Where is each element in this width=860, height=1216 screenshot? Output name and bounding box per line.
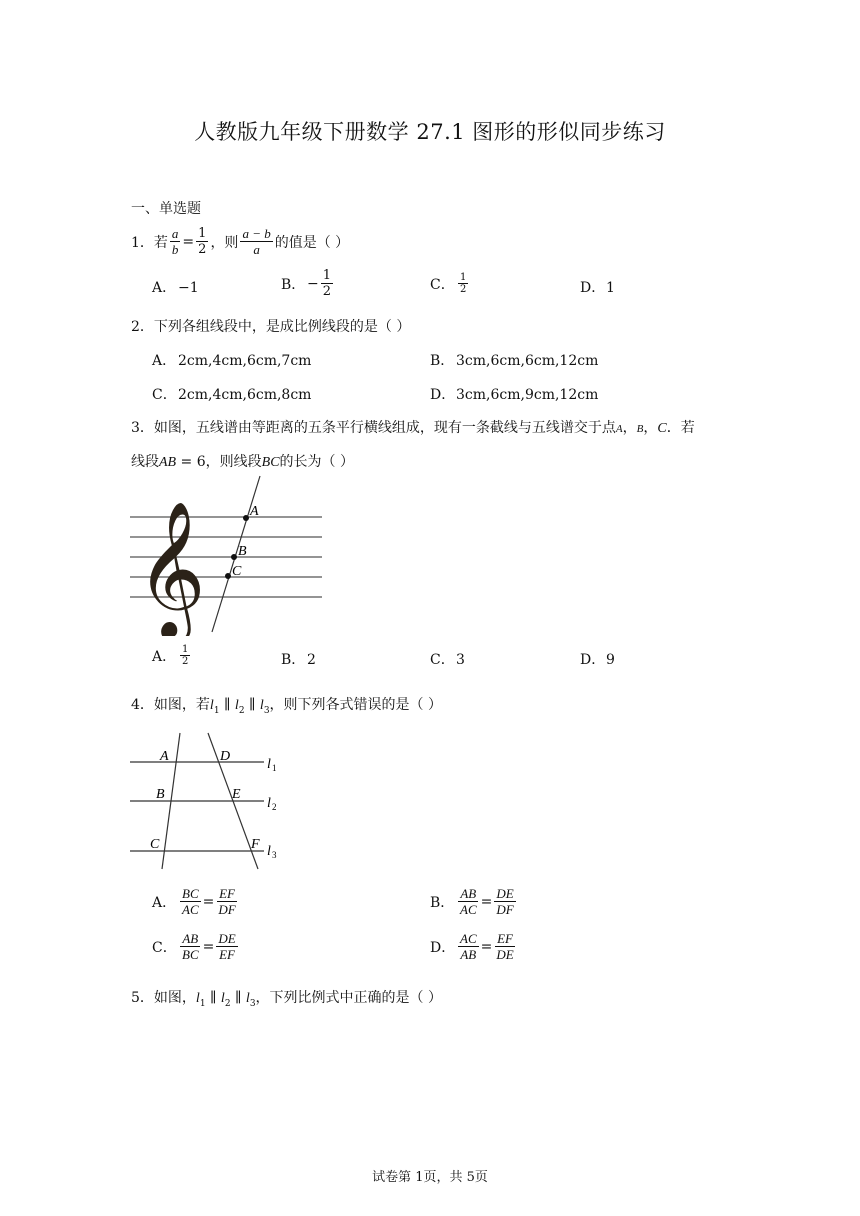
- q1-text-b: ，则: [210, 234, 239, 251]
- q4-option-a[interactable]: A． $\frac{BC}{AC}$ = $\frac{EF}{DF}$: [152, 886, 236, 917]
- label-l2-sub: 2: [272, 802, 277, 812]
- label-b: B: [156, 787, 165, 802]
- label-l3: l: [267, 844, 271, 859]
- question-5: 5．如图，$l_1$ ∥ $l_2$ ∥ $l_3$，下列比例式中正确的是（ ）: [131, 990, 442, 1009]
- label-l1-sub: 1: [272, 763, 277, 773]
- q1-text-c: 的值是（ ）: [274, 234, 350, 251]
- point-b-dot: [231, 554, 237, 560]
- label-a: A: [160, 749, 169, 764]
- q1-option-b[interactable]: B． − $\frac{1}{2}$: [281, 268, 332, 299]
- q3-option-d[interactable]: D．9: [580, 652, 615, 668]
- label-b: B: [238, 544, 247, 559]
- q3-option-b[interactable]: B． 2: [281, 652, 316, 668]
- label-a: A: [250, 504, 259, 519]
- section-heading: 一、单选题: [131, 201, 201, 217]
- q4-option-c[interactable]: C． $\frac{AB}{BC}$ = $\frac{DE}{EF}$: [152, 931, 236, 962]
- label-c: C: [232, 564, 242, 579]
- transversal-line: [212, 476, 260, 632]
- treble-clef-icon: 𝄞: [136, 504, 206, 635]
- label-l2: l: [267, 796, 271, 811]
- label-e: E: [232, 787, 241, 802]
- q1-fraction-half: $\frac{1}{2}$: [198, 226, 207, 257]
- label-l1: l: [267, 757, 271, 772]
- q2-option-b[interactable]: B． 3cm,6cm,6cm,12cm: [430, 353, 599, 369]
- question-3-line-2: 线段AB = 6，则线段BC的长为（ ）: [131, 454, 354, 470]
- q3-option-c[interactable]: C．3: [430, 652, 465, 668]
- q2-option-a[interactable]: A． 2cm,4cm,6cm,7cm: [152, 353, 312, 369]
- q2-option-c[interactable]: C．2cm,4cm,6cm,8cm: [152, 387, 312, 403]
- label-f: F: [251, 837, 260, 852]
- q3-option-a[interactable]: A． $\frac{1}{2}$: [152, 644, 189, 667]
- point-a-dot: [243, 515, 249, 521]
- label-c: C: [150, 837, 160, 852]
- page-footer: 试卷第 1页，共 5页: [372, 1170, 488, 1185]
- q4-option-d[interactable]: D． $\frac{AC}{AB}$ = $\frac{EF}{DE}$: [430, 931, 514, 962]
- page-title: 人教版九年级下册数学 27.1 图形的形似同步练习: [194, 120, 666, 144]
- q1-equals: =: [182, 233, 195, 250]
- parallel-lines-figure: [128, 730, 288, 872]
- q1-number: 1．: [131, 234, 154, 251]
- question-1: [131, 226, 349, 257]
- q1-option-c[interactable]: C． $\frac{1}{2}$: [430, 272, 467, 295]
- question-2: 2．下列各组线段中，是成比例线段的是（ ）: [131, 319, 411, 335]
- q1-text-a: 若: [153, 234, 168, 251]
- label-l3-sub: 3: [272, 850, 277, 860]
- staff-figure: [128, 472, 328, 636]
- question-3-line-1: 3．如图，五线谱由等距离的五条平行横线组成，现有一条截线与五线谱交于点A，B，C．若: [131, 420, 695, 436]
- question-4: 4．如图，若$l_1$ ∥ $l_2$ ∥ $l_3$，则下列各式错误的是（ ）: [131, 697, 442, 716]
- q1-option-a[interactable]: A． −1: [152, 280, 199, 296]
- q4-option-b[interactable]: B． $\frac{AB}{AC}$ = $\frac{DE}{DF}$: [430, 886, 514, 917]
- q1-option-d[interactable]: D．1: [580, 280, 615, 296]
- q1-fraction-a-over-b: $\frac{a}{b}$: [171, 226, 179, 257]
- q1-fraction-expr: $\frac{a - b}{a}$: [242, 226, 271, 257]
- point-c-dot: [225, 573, 231, 579]
- label-d: D: [220, 749, 231, 764]
- q2-option-d[interactable]: D．3cm,6cm,9cm,12cm: [430, 387, 599, 403]
